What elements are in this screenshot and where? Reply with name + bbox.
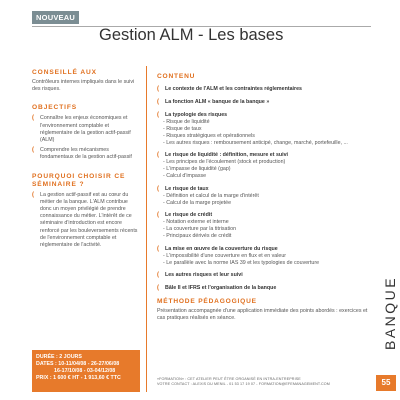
contenu-subitem: - Risque de taux (163, 125, 202, 132)
bullet-icon: ( (32, 191, 34, 198)
contenu-item-title (157, 246, 369, 253)
duration-text: DURÉE : 2 JOURS (36, 354, 82, 360)
bullet-icon: ( (32, 115, 34, 122)
contenu-subitem: - L'impasse de liquidité (gap) (163, 166, 231, 173)
objectif-text: Connaître les enjeux économiques et l'environnement comptable et réglementaire de la gestion actif-passif (ALM) (40, 115, 131, 144)
bullet-icon: ( (157, 98, 159, 105)
contenu-item-title (157, 212, 369, 219)
objectif-item (32, 115, 140, 144)
pourquoi-section (32, 173, 140, 250)
methode-text: Présentation accompagnée d'une application immédiate des points abordés : exercices et cas pratiques réalisés en séance. (157, 308, 368, 322)
contenu-item-title (157, 112, 369, 119)
conseille-section (32, 69, 140, 93)
contenu-item-title (157, 86, 369, 93)
contenu-item-title-text: La typologie des risques (165, 111, 228, 118)
contenu-list (157, 86, 369, 292)
conseille-text: Contrôleurs internes impliqués dans le suivi des risques. (32, 79, 135, 93)
contenu-item-title (157, 186, 369, 193)
contenu-item (157, 186, 369, 207)
objectifs-heading: OBJECTIFS (32, 104, 78, 112)
pourquoi-heading: POURQUOI CHOISIR CE SÉMINAIRE ? (32, 172, 126, 188)
contenu-item (157, 272, 369, 279)
contenu-subitem: - Notation externe et interne (163, 219, 229, 226)
side-label: BANQUE (382, 275, 398, 350)
objectif-item (32, 147, 140, 161)
page-number: 55 (376, 375, 396, 391)
contenu-item (157, 246, 369, 267)
contenu-item-title (157, 152, 369, 159)
bullet-icon: ( (157, 86, 159, 92)
contenu-subitem: - Principaux dérivés de crédit (163, 233, 232, 240)
contenu-subitem: - Les principes de l'écoulement (stock et production) (163, 159, 286, 166)
pourquoi-text: La gestion actif-passif est au cœur du métier de la banque. L'ALM contribue donc un moyen privilégié de prendre connaissance du métier. L'intérêt de ce séminaire d'introduction est encore renforcé par les bouleversements récents de l'environnement comptable et réglementaire de l'activité. (40, 191, 138, 249)
contenu-item-title-text: Le risque de liquidité : définition, mesure et suivi (165, 152, 289, 159)
contenu-subitem: - Le parallèle avec la norme IAS 39 et les typologies de couverture (163, 259, 320, 266)
contenu-item-title-text: La fonction ALM « banque de la banque » (165, 98, 270, 105)
bullet-icon: ( (157, 285, 159, 292)
bullet-icon: ( (157, 152, 159, 159)
contenu-heading: CONTENU (157, 73, 196, 80)
page-title: Gestion ALM - Les bases (99, 26, 284, 44)
contenu-item (157, 86, 369, 93)
contenu-subitem: - Risques stratégiques et opérationnels (163, 132, 255, 139)
contenu-subitem: - La couverture par la titrisation (163, 226, 237, 233)
objectif-text: Comprendre les mécanismes fondamentaux de la gestion actif-passif (40, 147, 132, 161)
contenu-subitem: - L'impossibilité d'une couverture en flux et en valeur (163, 252, 287, 259)
contenu-subitem: - Calcul d'impasse (163, 173, 207, 180)
contenu-item-title (157, 285, 369, 292)
duration-box (32, 350, 140, 392)
contenu-item-title-text: Le risque de taux (165, 185, 209, 192)
right-column (157, 73, 369, 322)
new-badge: NOUVEAU (32, 11, 79, 24)
footer-contact: VOTRE CONTACT : ALEXIS DU MENIL - 01 53 17 19 07 - FORMATION@EFEMANAGEMENT.COM (157, 382, 330, 386)
conseille-heading: CONSEILLÉ AUX (32, 69, 97, 76)
objectifs-section (32, 104, 140, 161)
contenu-item-title-text: Les autres risques et leur suivi (165, 272, 243, 279)
price-text: PRIX : 1 600 € HT - 1 913,60 € TTC (36, 375, 121, 382)
bullet-icon: ( (157, 245, 159, 252)
contenu-item (157, 99, 369, 106)
footer-line: «FORMATION» : CET ATELIER PEUT ÊTRE ORGANISÉ EN INTRA-ENTREPRISE (157, 377, 301, 381)
contenu-subitem: - Définition et calcul de la marge d'intérêt (163, 192, 259, 199)
contenu-item-title-text: Le contexte de l'ALM et les contraintes réglementaires (165, 86, 302, 92)
contenu-item-title (157, 99, 369, 106)
contenu-item-title (157, 272, 369, 279)
pourquoi-item (32, 192, 140, 250)
bullet-icon: ( (157, 272, 159, 279)
contenu-item (157, 112, 369, 147)
dates-text: DATES : 10-11/04/08 - 26-27/06/08 (36, 361, 120, 368)
methode-heading: MÉTHODE PÉDAGOGIQUE (157, 298, 257, 306)
contenu-subitem: - Les autres risques : remboursement anticipé, change, marché, portefeuille, ... (163, 139, 348, 146)
contenu-item-title-text: La mise en œuvre de la couverture du risque (165, 245, 278, 252)
contenu-subitem: - Calcul de la marge projetée (163, 199, 232, 206)
left-column (32, 69, 140, 260)
methode-section (157, 298, 369, 322)
bullet-icon: ( (157, 212, 159, 219)
footer (157, 377, 372, 387)
contenu-item-title-text: Le risque de crédit (165, 212, 213, 219)
bullet-icon: ( (157, 111, 159, 118)
bullet-icon: ( (32, 147, 34, 154)
contenu-item (157, 212, 369, 240)
column-divider (146, 66, 147, 392)
contenu-item-title-text: Bâle II et IFRS et l'organisation de la banque (165, 285, 277, 292)
dates-text-2: 16-17/10/08 - 03-04/12/08 (54, 368, 116, 375)
contenu-item (157, 285, 369, 292)
contenu-subitem: - Risque de liquidité (163, 118, 210, 125)
contenu-item (157, 152, 369, 180)
bullet-icon: ( (157, 185, 159, 192)
